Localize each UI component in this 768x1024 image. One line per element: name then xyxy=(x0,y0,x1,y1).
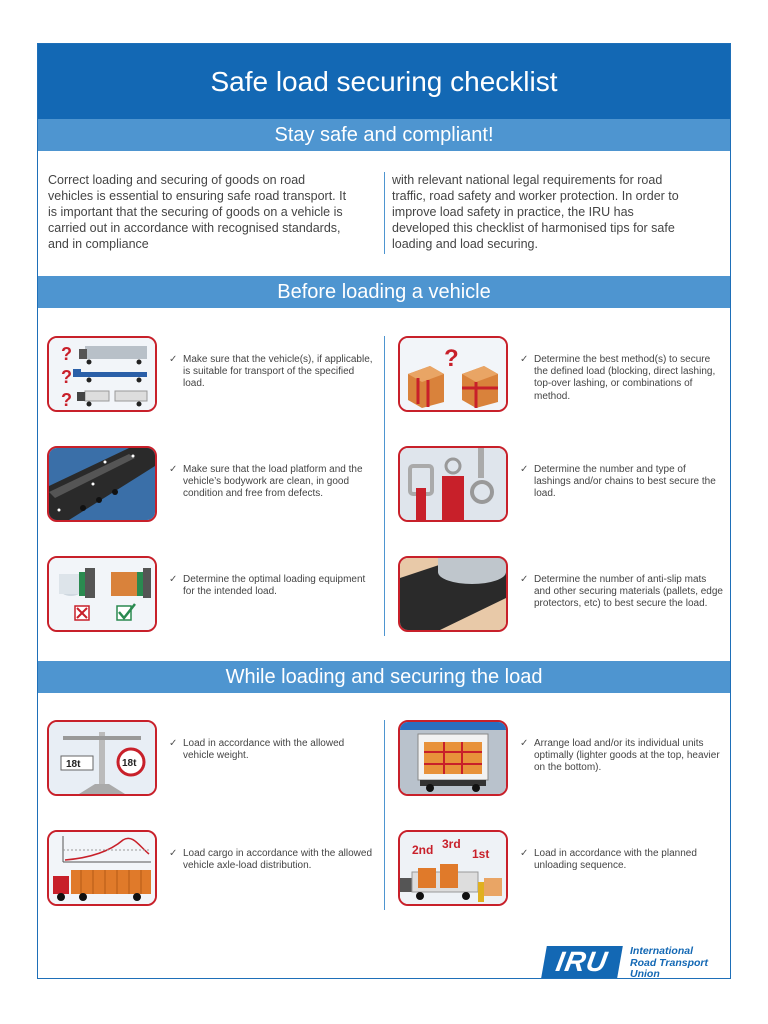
load-platform-image xyxy=(47,446,157,522)
item-text: Determine the number and type of lashings and/or chains to best secure the load. xyxy=(534,464,716,500)
logo-line-2: Road Transport xyxy=(630,956,708,969)
while-divider xyxy=(384,720,385,910)
question-mark-label: ? xyxy=(444,345,459,372)
item-text: Make sure that the load platform and the vehicle’s bodywork are clean, in good condition and free from defects. xyxy=(183,464,363,500)
trucks-image xyxy=(47,336,157,412)
section-heading-before: Before loading a vehicle xyxy=(38,276,730,308)
before-divider xyxy=(384,336,385,636)
intro-text xyxy=(48,172,722,272)
question-mark-label: ? xyxy=(61,390,72,410)
check-icon: ✓ xyxy=(169,464,178,475)
item-text: Load in accordance with the allowed vehicle weight. xyxy=(183,738,345,762)
check-icon: ✓ xyxy=(520,738,529,749)
page-title: Safe load securing checklist xyxy=(38,44,730,119)
while-item-arrange-load xyxy=(398,720,728,798)
item-text: Load in accordance with the planned unloading sequence. xyxy=(534,848,697,872)
logo-line-3: Union xyxy=(630,968,660,980)
check-icon: ✓ xyxy=(520,848,529,859)
intro-divider xyxy=(384,172,385,254)
iru-logo-mark: IRU xyxy=(541,946,623,978)
lashings-chains-image xyxy=(398,446,508,522)
weight-scale-image xyxy=(47,720,157,796)
unloading-sequence-image xyxy=(398,830,508,906)
check-icon: ✓ xyxy=(520,464,529,475)
check-icon: ✓ xyxy=(169,354,178,365)
before-item-anti-slip-mats xyxy=(398,556,728,634)
section-heading-intro: Stay safe and compliant! xyxy=(38,119,730,151)
item-text: Arrange load and/or its individual units optimally (lighter goods at the top, heavier on the bottom). xyxy=(534,738,720,774)
check-icon: ✓ xyxy=(520,574,529,585)
item-text: Determine the optimal loading equipment for the intended load. xyxy=(183,574,366,598)
weight-label: 18t xyxy=(66,759,81,770)
section-heading-while: While loading and securing the load xyxy=(38,661,730,693)
item-text: Make sure that the vehicle(s), if applicable, is suitable for transport of the specified load. xyxy=(183,354,373,390)
item-text: Load cargo in accordance with the allowed vehicle axle-load distribution. xyxy=(183,848,373,872)
intro-right-column: with relevant national legal requirements for road traffic, road safety and worker protection. In order to improve load safety in practice, the IRU has developed this checklist of harmonised tips for safe loading and load securing. xyxy=(392,173,679,251)
check-icon: ✓ xyxy=(169,848,178,859)
item-text: Determine the number of anti-slip mats and other securing materials (pallets, edge protectors, etc) to best secure the load. xyxy=(534,574,723,610)
loading-equipment-image xyxy=(47,556,157,632)
while-item-unloading-sequence xyxy=(398,830,728,908)
iru-logo xyxy=(544,944,724,982)
arranged-load-image xyxy=(398,720,508,796)
anti-slip-mat-image xyxy=(398,556,508,632)
axle-load-image xyxy=(47,830,157,906)
iru-logo-text xyxy=(630,946,730,981)
while-item-vehicle-weight xyxy=(47,720,377,798)
order-3-label: 3rd xyxy=(442,837,461,851)
question-mark-label: ? xyxy=(61,344,72,364)
question-mark-label: ? xyxy=(61,367,72,387)
intro-left-column: Correct loading and securing of goods on road vehicles is essential to ensuring safe road transport. It is important that the securing of goods on a vehicle is carried out in accordance with recognised standards, and in compliance xyxy=(48,173,347,251)
before-item-platform-clean xyxy=(47,446,377,524)
logo-line-1: International xyxy=(630,945,694,957)
item-text: Determine the best method(s) to secure the defined load (blocking, direct lashing, top-over lashing, or combinations of method. xyxy=(534,354,716,402)
before-item-lashings-chains xyxy=(398,446,728,524)
before-item-securing-method xyxy=(398,336,728,414)
while-item-axle-load xyxy=(47,830,377,908)
before-item-vehicle-suitable xyxy=(47,336,377,414)
order-1-label: 1st xyxy=(472,847,490,861)
check-icon: ✓ xyxy=(520,354,529,365)
check-icon: ✓ xyxy=(169,738,178,749)
order-2-label: 2nd xyxy=(412,843,434,857)
checklist-frame xyxy=(37,43,731,979)
weight-sign-label: 18t xyxy=(122,758,137,769)
boxes-image xyxy=(398,336,508,412)
check-icon: ✓ xyxy=(169,574,178,585)
before-item-loading-equipment xyxy=(47,556,377,634)
